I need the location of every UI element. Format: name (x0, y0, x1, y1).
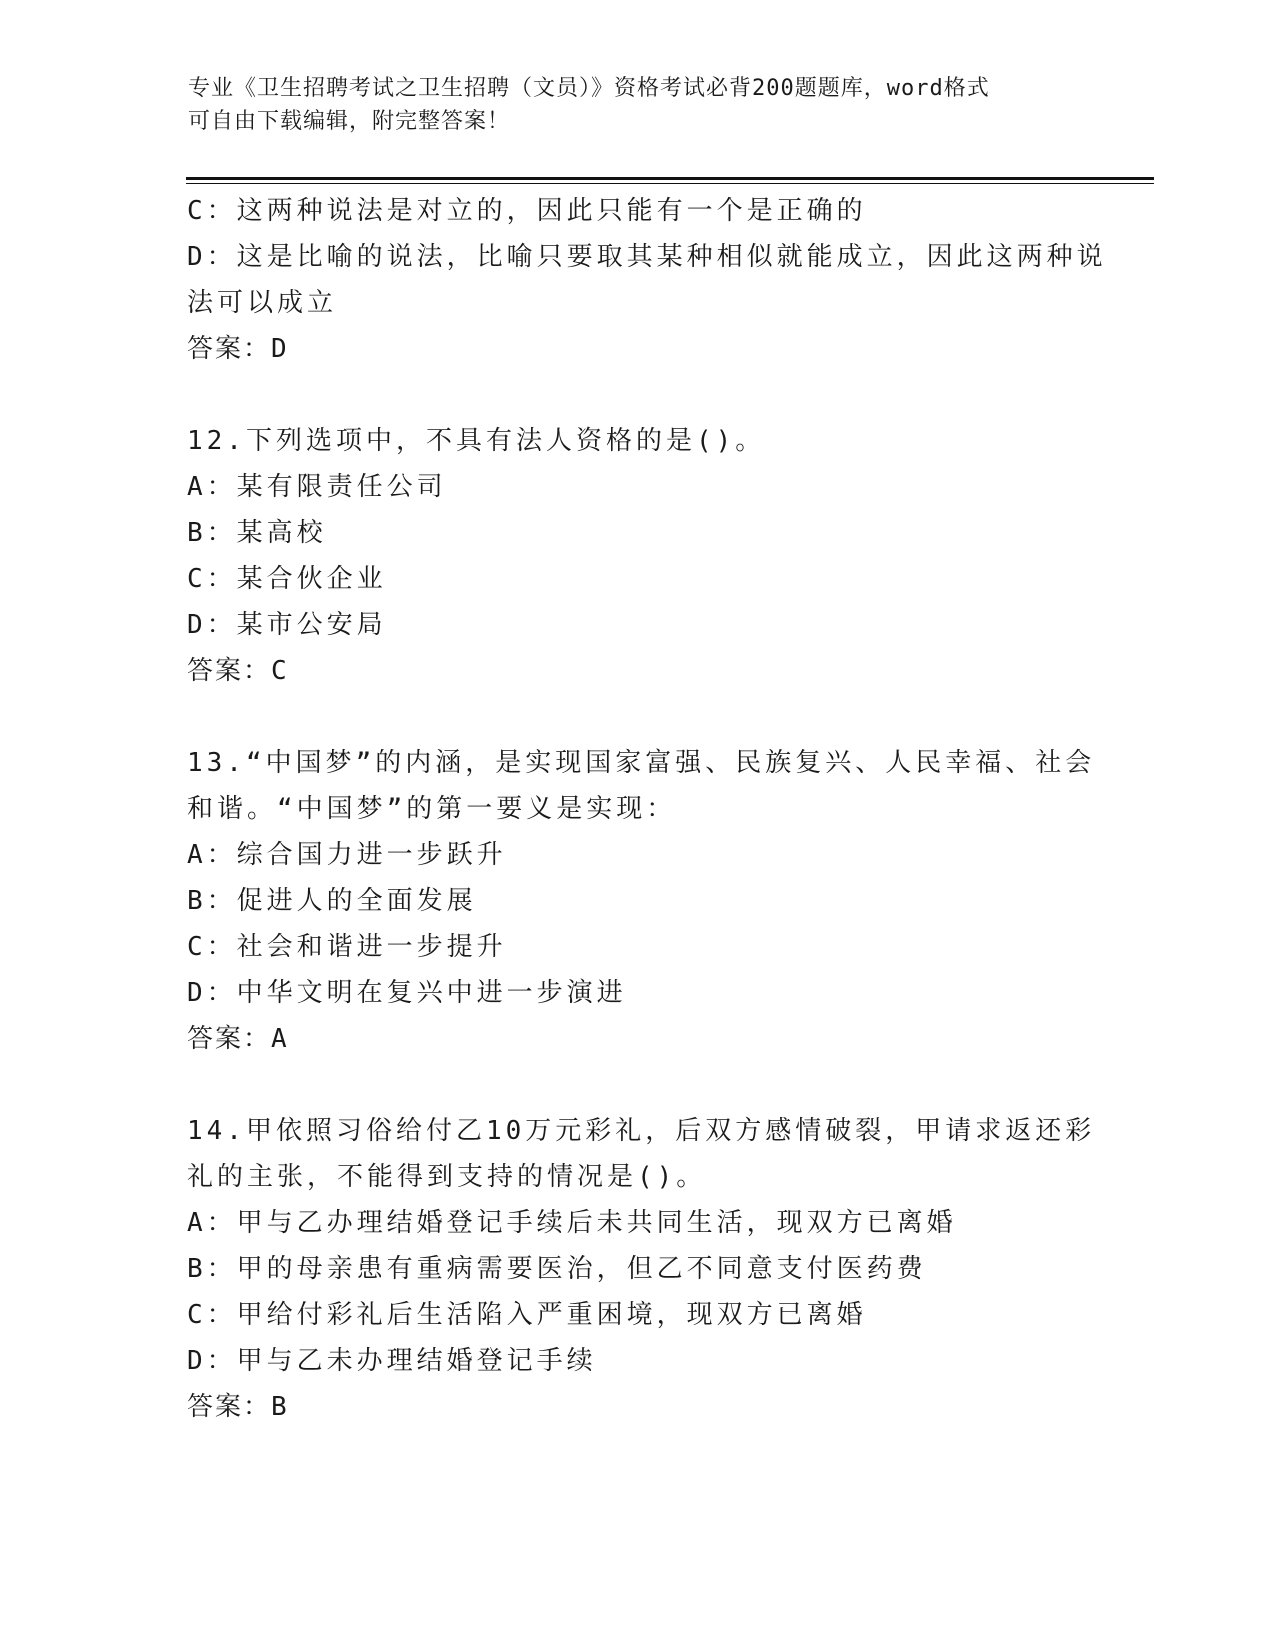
header-divider-thin (186, 183, 1154, 184)
q14-answer: 答案：B (187, 1392, 289, 1422)
q13-option-c: C：社会和谐进一步提升 (187, 932, 507, 962)
q14-option-b: B：甲的母亲患有重病需要医治，但乙不同意支付医药费 (187, 1254, 927, 1284)
document-header (188, 72, 1088, 138)
q12-option-b: B：某高校 (187, 518, 327, 548)
q14-option-a: A：甲与乙办理结婚登记手续后未共同生活，现双方已离婚 (187, 1208, 957, 1238)
q14-option-c: C：甲给付彩礼后生活陷入严重困境，现双方已离婚 (187, 1300, 867, 1330)
spacer (187, 1062, 1087, 1108)
q11-answer: 答案：D (187, 334, 289, 364)
question-12 (187, 418, 1087, 694)
q12-option-c: C：某合伙企业 (187, 564, 387, 594)
q14-option-d: D：甲与乙未办理结婚登记手续 (187, 1346, 597, 1376)
q13-question-line-2: 和谐。“中国梦”的第一要义是实现： (187, 794, 677, 824)
q14-question-line-2: 礼的主张，不能得到支持的情况是()。 (187, 1162, 707, 1192)
spacer (187, 694, 1087, 740)
q12-option-a: A：某有限责任公司 (187, 472, 447, 502)
q14-question-line-1: 14.甲依照习俗给付乙10万元彩礼，后双方感情破裂，甲请求返还彩 (187, 1116, 1096, 1146)
question-content (187, 188, 1107, 1430)
question-14 (187, 1108, 1096, 1430)
q11-option-c: C：这两种说法是对立的，因此只能有一个是正确的 (187, 196, 867, 226)
header-divider-thick (186, 177, 1154, 180)
q11-option-d-line-2: 法可以成立 (187, 288, 338, 318)
q11-option-d-line-1: D：这是比喻的说法，比喻只要取其某种相似就能成立，因此这两种说 (187, 242, 1107, 272)
q13-answer: 答案：A (187, 1024, 289, 1054)
q13-option-d: D：中华文明在复兴中进一步演进 (187, 978, 627, 1008)
q13-option-a: A：综合国力进一步跃升 (187, 840, 507, 870)
q12-answer: 答案：C (187, 656, 289, 686)
q12-option-d: D：某市公安局 (187, 610, 387, 640)
spacer (187, 372, 1087, 418)
q13-option-b: B：促进人的全面发展 (187, 886, 477, 916)
question-11-continued (187, 188, 1107, 372)
q13-question-line-1: 13.“中国梦”的内涵，是实现国家富强、民族复兴、人民幸福、社会 (187, 748, 1096, 778)
header-title-line-1: 专业《卫生招聘考试之卫生招聘（文员）》资格考试必背200题题库，word格式 (188, 76, 990, 101)
question-13 (187, 740, 1096, 1062)
q12-question: 12.下列选项中，不具有法人资格的是()。 (187, 426, 766, 456)
header-title-line-2: 可自由下载编辑，附完整答案！ (188, 109, 511, 134)
